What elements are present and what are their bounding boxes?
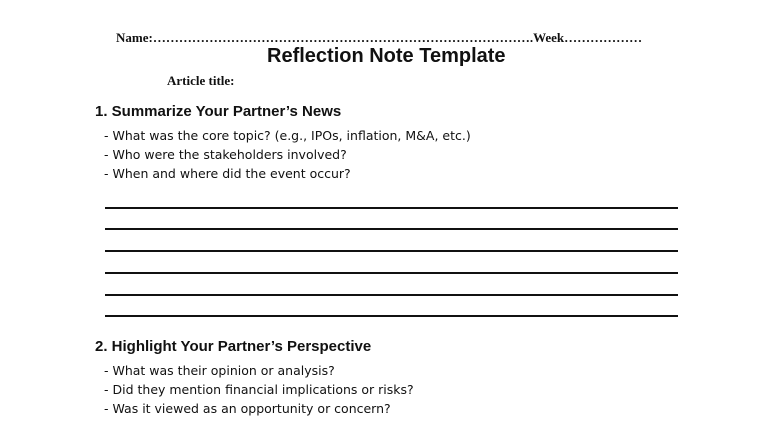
section-2-prompts [104,361,414,418]
prompt-item: - Who were the stakeholders involved? [104,147,347,162]
prompt-item: - Did they mention financial implications or risks? [104,382,414,397]
answer-line[interactable] [105,272,678,274]
section-1-prompts [104,126,471,183]
prompt-item: - What was the core topic? (e.g., IPOs, inflation, M&A, etc.) [104,128,471,143]
prompt-item: - Was it viewed as an opportunity or concern? [104,401,391,416]
article-title-label: Article title: [167,73,235,88]
answer-line[interactable] [105,228,678,230]
header-name-week-line: Name:…………………………………………………………………………….Week……………… [116,30,643,45]
page-title: Reflection Note Template [267,45,506,67]
answer-line[interactable] [105,207,678,209]
answer-line[interactable] [105,250,678,252]
answer-line[interactable] [105,294,678,296]
answer-line[interactable] [105,315,678,317]
section-2-heading: 2. Highlight Your Partner’s Perspective [95,338,372,355]
section-1-heading: 1. Summarize Your Partner’s News [95,103,342,120]
prompt-item: - When and where did the event occur? [104,166,351,181]
prompt-item: - What was their opinion or analysis? [104,363,335,378]
